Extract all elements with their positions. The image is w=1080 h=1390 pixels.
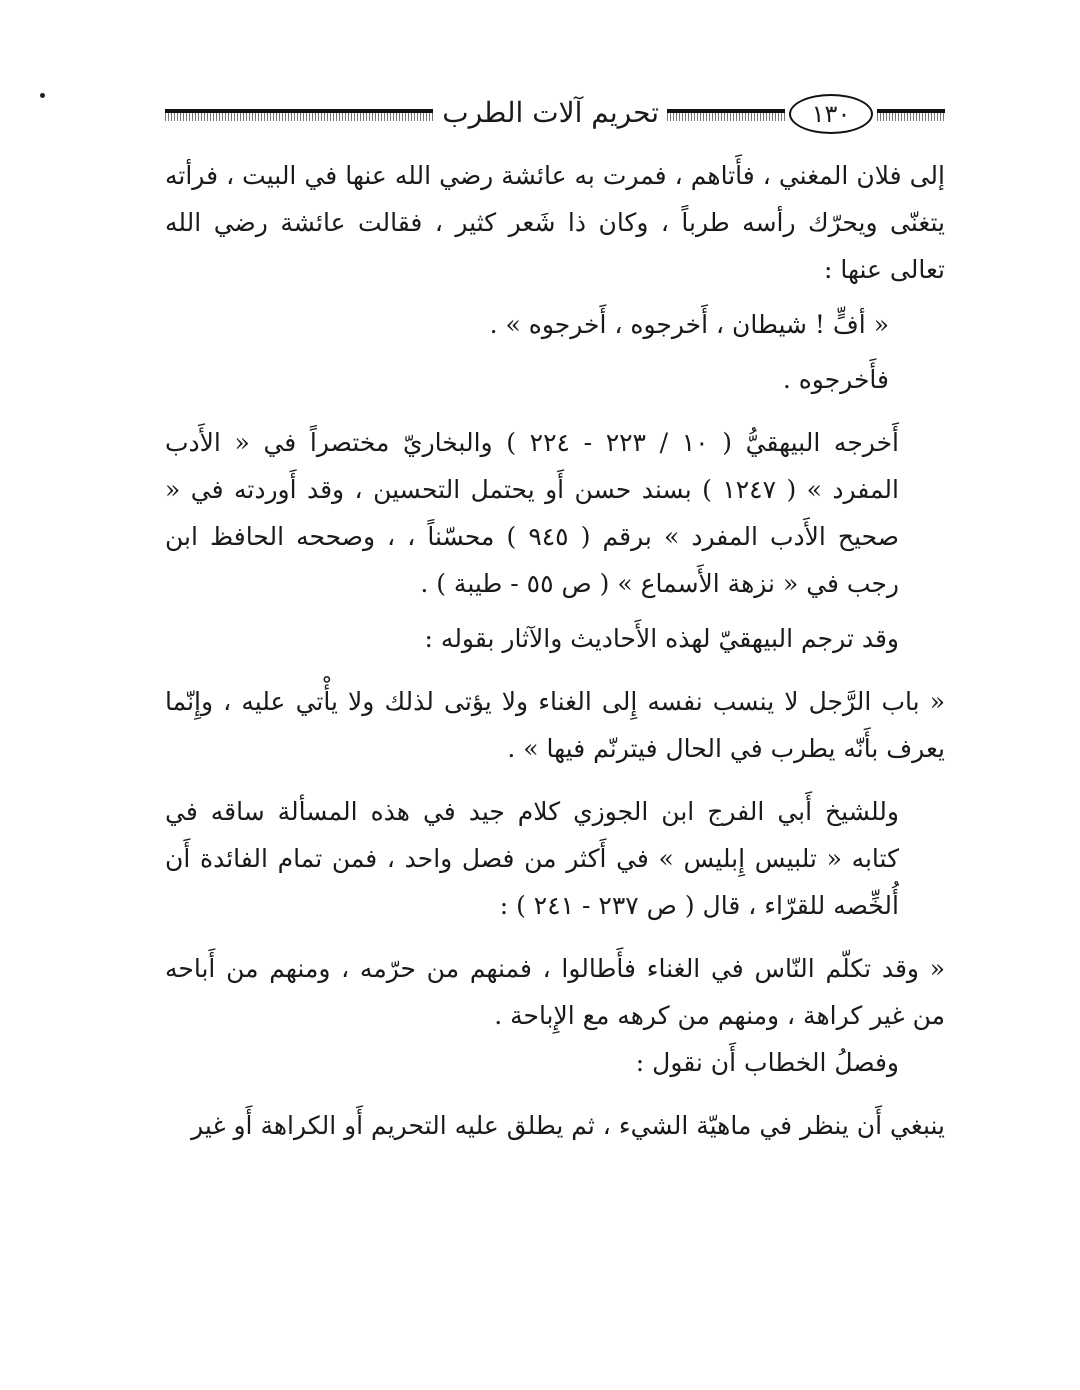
- header-rule-right: [877, 109, 945, 121]
- page-body: [165, 152, 945, 1149]
- paragraph: وللشيخ أَبي الفرج ابن الجوزي كلام جيد في هذه المسألة ساقه في كتابه « تلبيس إِبليس » في أَكثر من فصل واحد ، فمن تمام الفائدة أَن أُلخِّصه للقرّاء ، قال ( ص ٢٣٧ - ٢٤١ ) :: [165, 797, 899, 920]
- paragraph: وفصلُ الخطاب أَن نقول :: [635, 1048, 899, 1077]
- paragraph: إلى فلان المغني ، فأَتاهم ، فمرت به عائشة رضي الله عنها في البيت ، فرأته يتغنّى ويحرّك رأسه طرباً ، وكان ذا شَعر كثير ، فقالت عائشة رضي الله تعالى عنها :: [165, 161, 945, 284]
- quote: « باب الرَّجل لا ينسب نفسه إِلى الغناء ولا يؤتى لذلك ولا يأْتي عليه ، وإِنّما يعرف بأَنّه يطرب في الحال فيترنّم فيها » .: [165, 687, 945, 763]
- header-rule-left: [165, 109, 433, 121]
- quote: « وقد تكلّم النّاس في الغناء فأَطالوا ، فمنهم من حرّمه ، ومنهم من أَباحه من غير كراهة ، ومنهم من كرهه مع الإِباحة .: [165, 954, 945, 1030]
- paragraph: أَخرجه البيهقيُّ ( ١٠ / ٢٢٣ - ٢٢٤ ) والبخاريّ مختصراً في « الأَدب المفرد » ( ١٢٤٧ ) بسند حسن أَو يحتمل التحسين ، وقد أَوردته في « صحيح الأَدب المفرد » برقم ( ٩٤٥ ) محسّناً ، ، وصححه الحافظ ابن رجب في « نزهة الأَسماع » ( ص ٥٥ - طيبة ) .: [165, 428, 899, 598]
- paragraph: وقد ترجم البيهقيّ لهذه الأَحاديث والآثار بقوله :: [424, 624, 899, 653]
- header-rule-middle: [667, 109, 785, 121]
- paragraph: ينبغي أَن ينظر في ماهيّة الشيء ، ثم يطلق عليه التحريم أَو الكراهة أَو غير: [191, 1111, 945, 1140]
- margin-dot: [40, 93, 45, 98]
- page-number: ١٣٠: [789, 94, 873, 134]
- page-header: [165, 92, 945, 140]
- running-title: تحريم آلات الطرب: [442, 96, 659, 129]
- paragraph: فأَخرجوه .: [782, 365, 889, 394]
- quote: « أفٍّ ! شيطان ، أَخرجوه ، أَخرجوه » .: [489, 310, 889, 339]
